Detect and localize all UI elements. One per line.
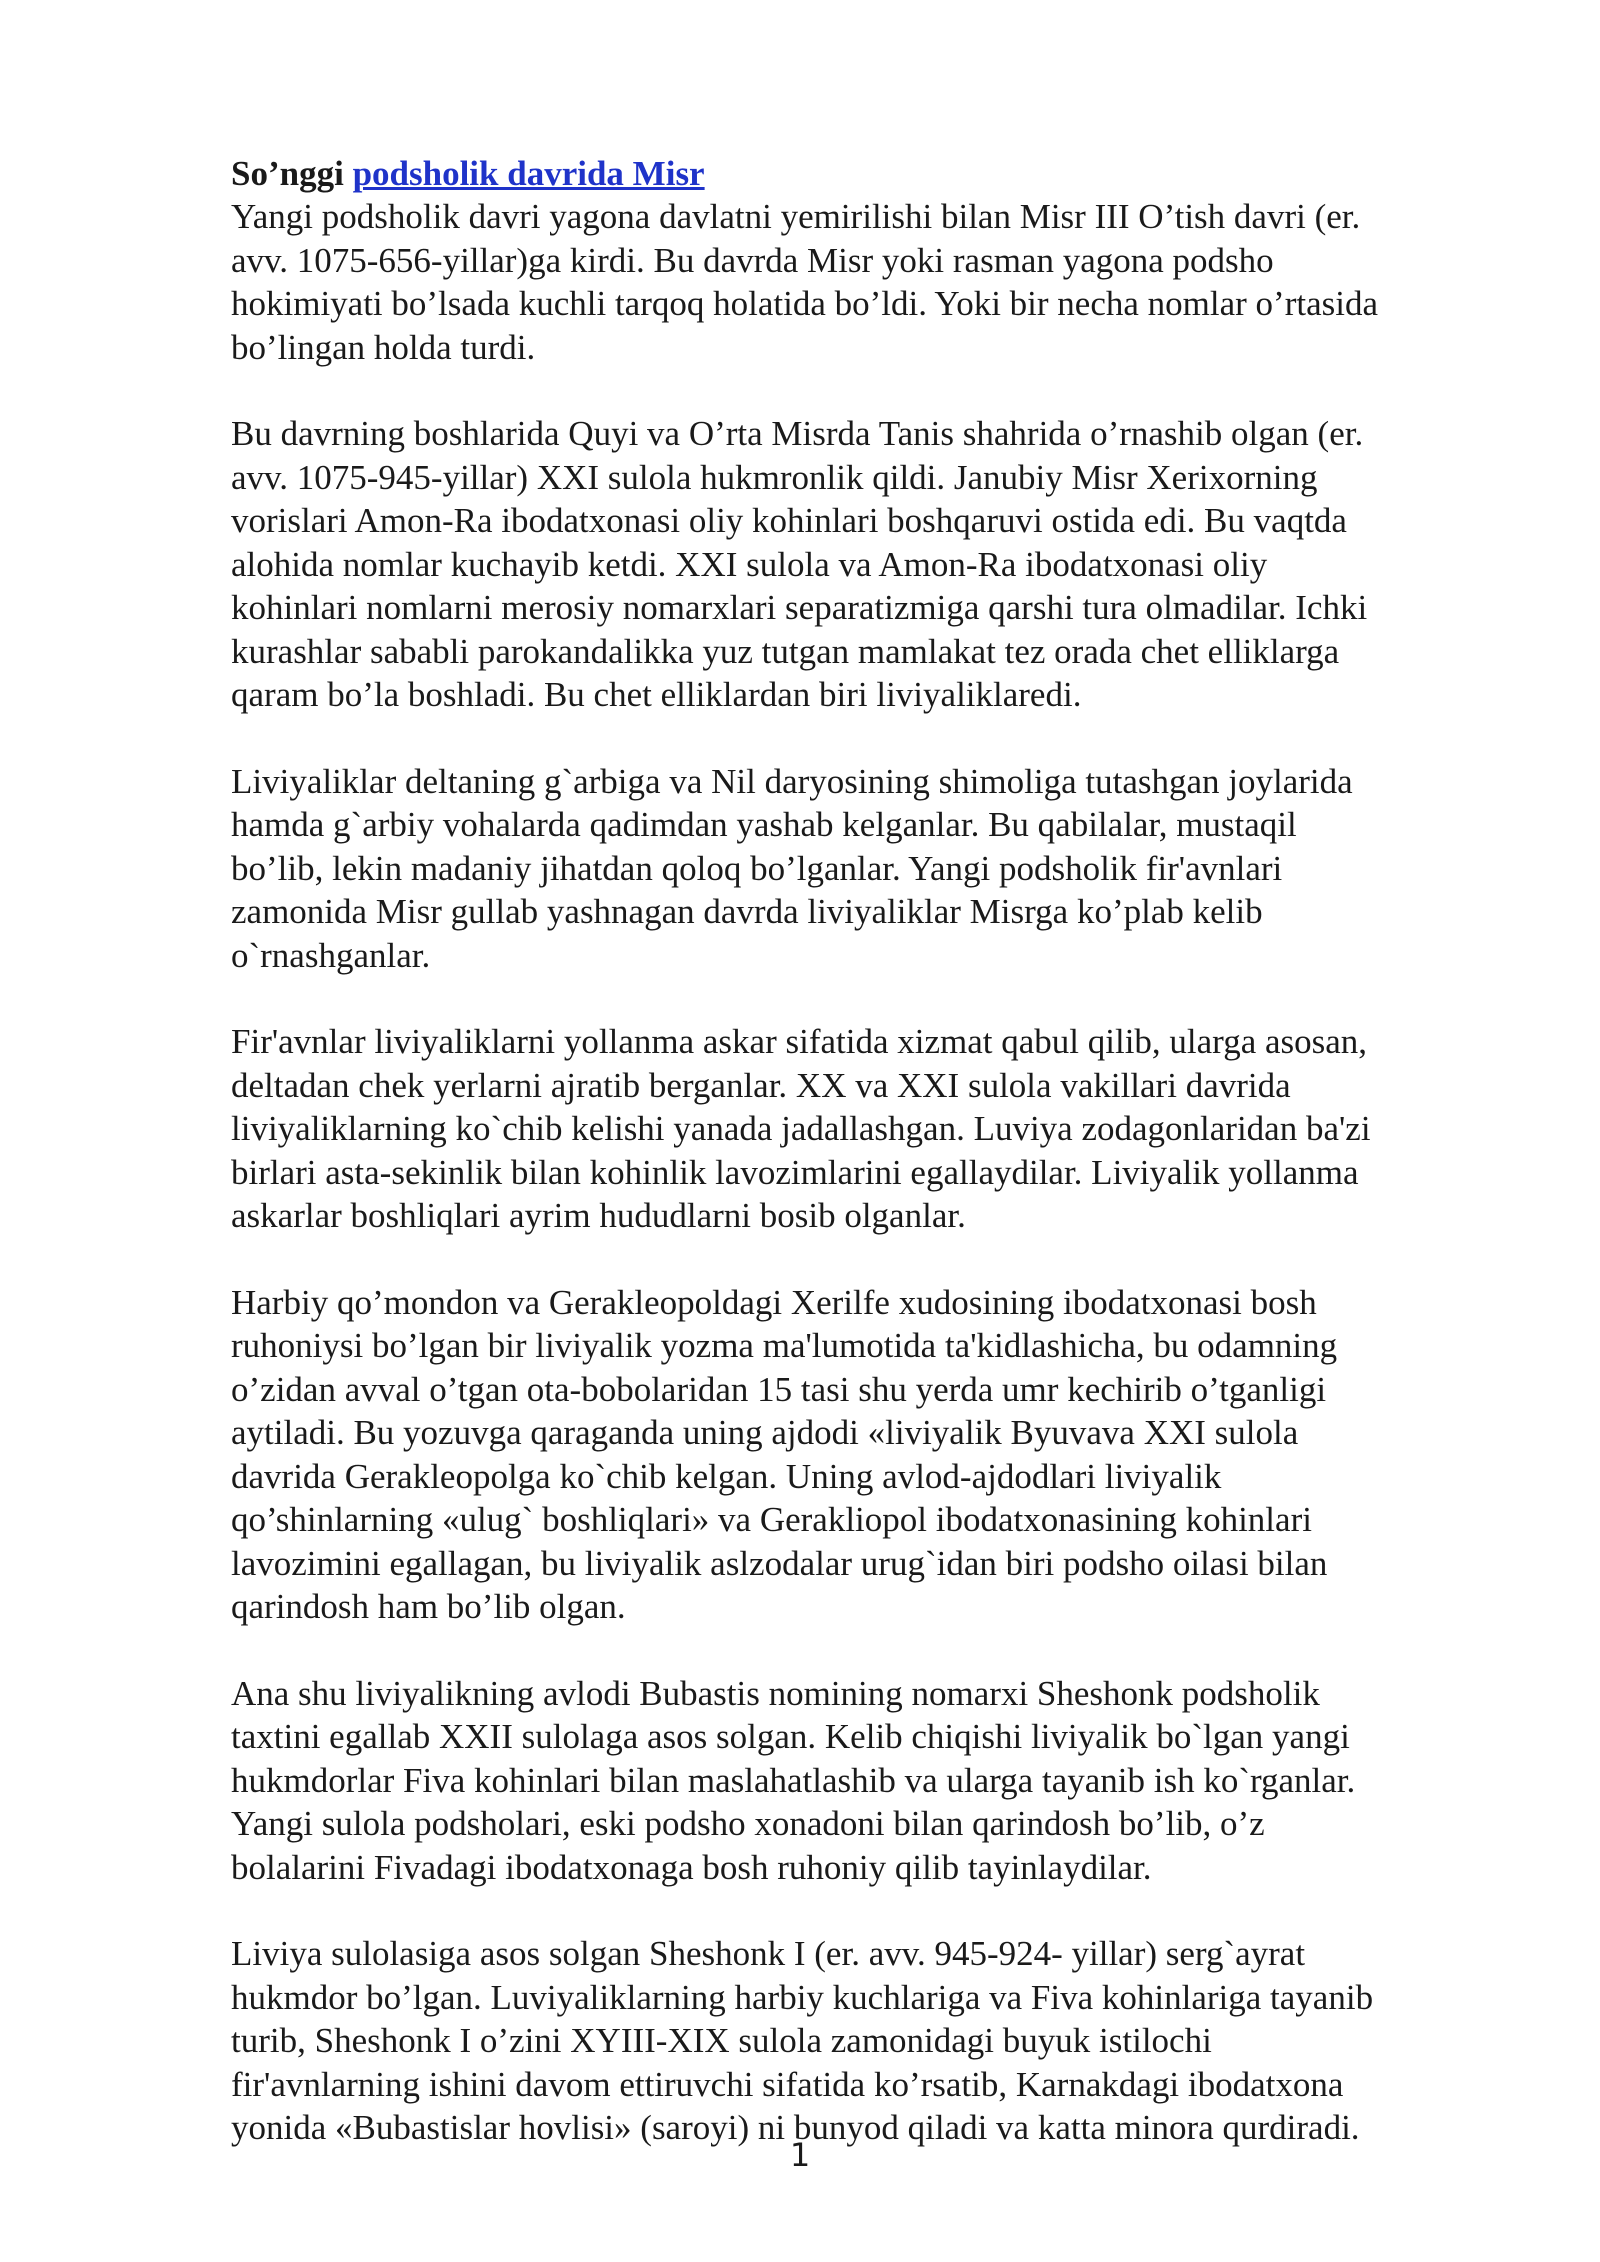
paragraph-7: Liviya sulolasiga asos solgan Sheshonk I (er. avv. 945-924- yillar) serg`ayrat hukmdor bo’lgan. Luviyaliklarning harbiy kuchlariga va Fiva kohinlariga tayanib turib, Sheshonk I o’zini XYIII-XIX sulola zamonidagi buyuk istilochi fir'avnlarning ishini davom ettiruvchi sifatida ko’rsatib, Karnakdagi ibodatxona yonida «Bubastislar hovlisi» (saroyi) ni bunyod qiladi va katta minora qurdiradi. <box>231 1934 1374 2147</box>
heading-link[interactable]: podsholik davrida Misr <box>352 154 705 193</box>
paragraph-3: Liviyaliklar deltaning g`arbiga va Nil daryosining shimoliga tutashgan joylarida hamda g`arbiy vohalarda qadimdan yashab kelganlar. Bu qabilalar, mustaqil bo’lib, lekin madaniy jihatdan qoloq bo’lganlar. Yangi podsholik fir'avnlari zamonida Misr gullab yashnagan davrda liviyaliklar Misrga ko’plab kelib o`rnashganlar. <box>231 761 1353 975</box>
paragraph-6: Ana shu liviyalikning avlodi Bubastis nomining nomarxi Sheshonk podsholik taxtini egallab XXII sulolaga asos solgan. Kelib chiqishi liviyalik bo`lgan yangi hukmdorlar Fiva kohinlari bilan maslahatlashib va ularga tayanib ish ko`rganlar. Yangi sulola podsholari, eski podsho xonadoni bilan qarindosh bo’lib, o’z bolalarini Fivadagi ibodatxonaga bosh ruhoniy qilib tayinlaydilar. <box>231 1673 1356 1887</box>
paragraph-5: Harbiy qo’mondon va Gerakleopoldagi Xerilfe xudosining ibodatxonasi bosh ruhoniysi bo’lgan bir liviyalik yozma ma'lumotida ta'kidlashicha, bu odamning o’zidan avval o’tgan ota-bobolaridan 15 tasi shu yerda umr kechirib o’tganligi aytiladi. Bu yozuvga qaraganda uning ajdodi «liviyalik Byuvava XXI sulola davrida Gerakleopolga ko`chib kelgan. Uning avlod-ajdodlari liviyalik qo’shinlarning «ulug` boshliqlari» va Gerakliopol ibodatxonasining kohinlari lavozimini egallagan, bu liviyalik aslzodalar urug`idan biri podsho oilasi bilan qarindosh ham bo’lib olgan. <box>231 1282 1338 1626</box>
paragraph-4: Fir'avnlar liviyaliklarni yollanma askar sifatida xizmat qabul qilib, ularga asosan, deltadan chek yerlarni ajratib berganlar. XX va XXI sulola vakillari davrida liviyaliklarning ko`chib kelishi yanada jadallashgan. Luviya zodagonlaridan ba'zi birlari asta-sekinlik bilan kohinlik lavozimlarini egallaydilar. Liviyalik yollanma askarlar boshliqlari ayrim hududlarni bosib olganlar. <box>231 1022 1371 1235</box>
paragraph-1: Yangi podsholik davri yagona davlatni yemirilishi bilan Misr III O’tish davri (er. avv. 1075-656-yillar)ga kirdi. Bu davrda Misr yoki rasman yagona podsho hokimiyati bo’lsada kuchli tarqoq holatida bo’ldi. Yoki bir necha nomlar o’rtasida bo’lingan holda turdi. <box>231 197 1378 367</box>
document-page <box>231 152 1481 2193</box>
document-heading <box>231 152 1481 195</box>
heading-lead-text: So’nggi <box>231 154 344 193</box>
page-number: 1 <box>789 2136 811 2174</box>
paragraph-2: Bu davrning boshlarida Quyi va O’rta Misrda Tanis shahrida o’rnashib olgan (er. avv. 1075-945-yillar) XXI sulola hukmronlik qildi. Janubiy Misr Xerixorning vorislari Amon-Ra ibodatxonasi oliy kohinlari boshqaruvi ostida edi. Bu vaqtda alohida nomlar kuchayib ketdi. XXI sulola va Amon-Ra ibodatxonasi oliy kohinlari nomlarni merosiy nomarxlari separatizmiga qarshi tura olmadilar. Ichki kurashlar sababli parokandalikka yuz tutgan mamlakat tez orada chet elliklarga qaram bo’la boshladi. Bu chet elliklardan biri liviyaliklaredi. <box>231 414 1368 714</box>
